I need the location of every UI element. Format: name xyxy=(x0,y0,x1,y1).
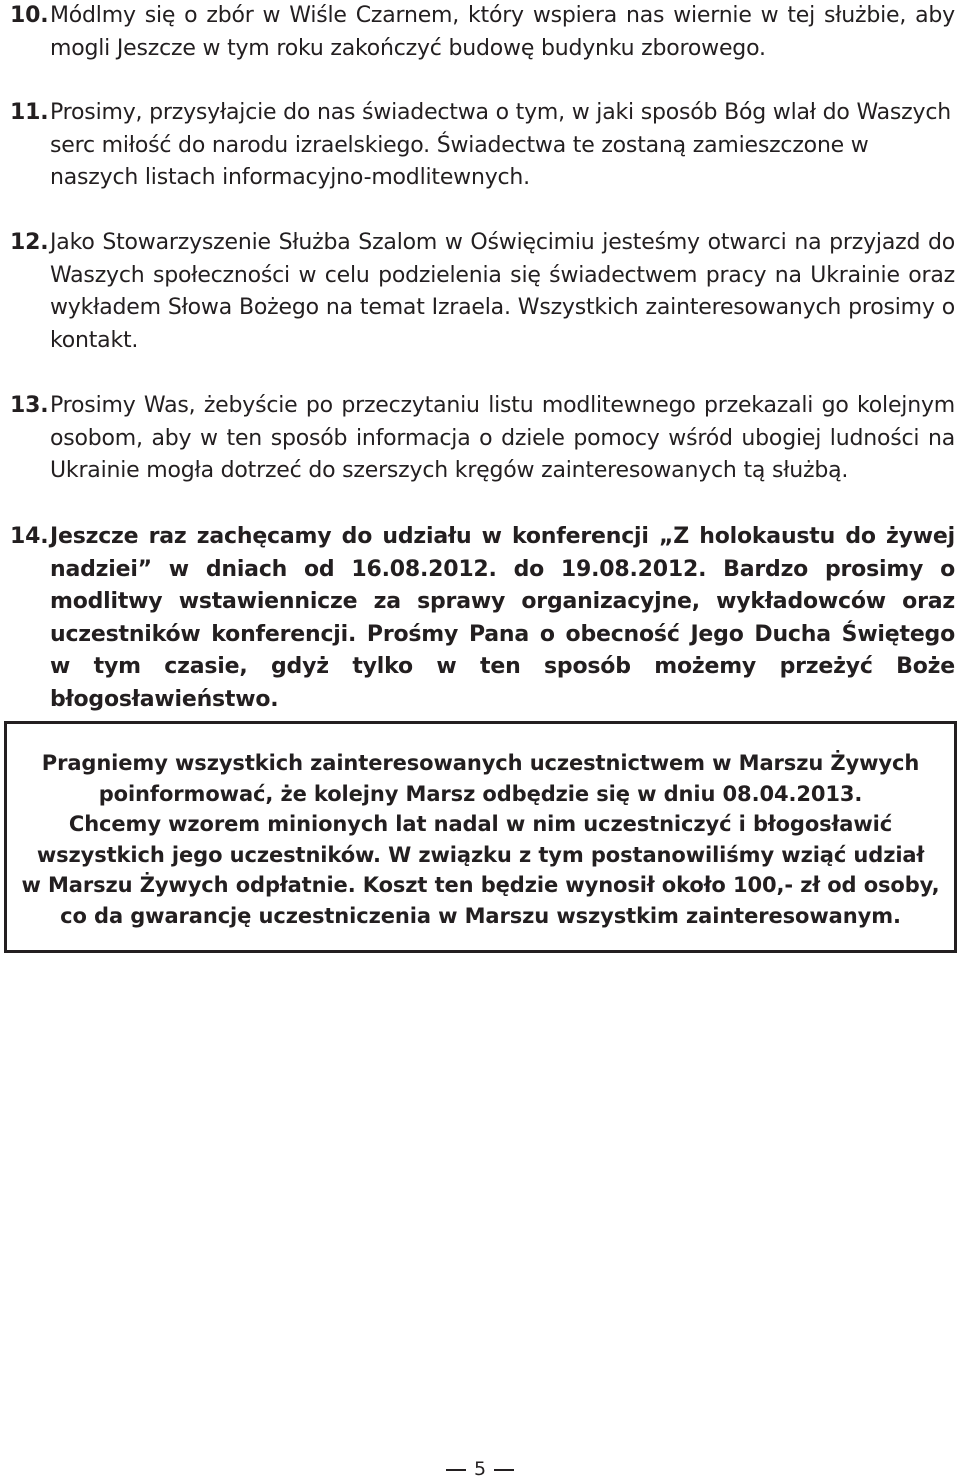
item-text: Jako Stowarzyszenie Służba Szalom w Oświęcimiu jesteśmy otwarci na przyjazd do Waszych społeczności w celu podzielenia się świadectwem pracy na Ukrainie oraz wykładem Słowa Bożego na temat Izraela. Wszystkich zainteresowanych prosimy o kontakt. xyxy=(50,230,955,353)
footer-dash-left xyxy=(446,1469,466,1471)
item-text: Jeszcze raz zachęcamy do udziału w konferencji „Z holokaustu do żywej nadziei” w dniach od 16.08.2012. do 19.08.2012. Bardzo prosimy o modlitwy wstawiennicze za sprawy organizacyjne, wykładowców oraz uczestników konferencji. Prośmy Pana o obecność Jego Ducha Świętego w tym czasie, gdyż tylko w ten sposób możemy przeżyć Boże błogosławieństwo. xyxy=(50,524,955,712)
list-item-11 xyxy=(10,97,955,195)
item-text: Módlmy się o zbór w Wiśle Czarnem, który wspiera nas wiernie w tej służbie, aby mogli Jeszcze w tym roku zakończyć budowę budynku zborowego. xyxy=(50,3,955,61)
notice-line: co da gwarancję uczestniczenia w Marszu wszystkim zainteresowanym. xyxy=(60,903,901,928)
item-number: 14. xyxy=(10,524,49,549)
list-item-14 xyxy=(10,521,955,716)
notice-line: Chcemy wzorem minionych lat nadal w nim uczestniczyć i błogosławić xyxy=(68,812,893,836)
page-footer xyxy=(0,1458,960,1480)
page-number: 5 xyxy=(473,1458,487,1480)
notice-box xyxy=(4,721,957,953)
item-number: 11. xyxy=(10,100,49,125)
list-item-12 xyxy=(10,227,955,357)
item-number: 10. xyxy=(10,3,49,28)
item-number: 13. xyxy=(10,393,49,418)
item-text: Prosimy, przysyłajcie do nas świadectwa o tym, w jaki sposób Bóg wlał do Waszych serc miłość do narodu izraelskiego. Świadectwa te zostaną zamieszczone w naszych listach informacyjno-modlitewnych. xyxy=(50,100,951,190)
notice-text xyxy=(7,748,954,931)
notice-line: wszystkich jego uczestników. W związku z tym postanowiliśmy wziąć udział xyxy=(36,842,925,867)
notice-line: poinformować, że kolejny Marsz odbędzie się w dniu 08.04.2013. xyxy=(98,781,863,806)
list-item-10 xyxy=(10,0,955,65)
footer-dash-right xyxy=(494,1469,514,1471)
list-item-13 xyxy=(10,390,955,488)
item-number: 12. xyxy=(10,230,49,255)
notice-line: Pragniemy wszystkich zainteresowanych uczestnictwem w Marszu Żywych xyxy=(41,751,920,775)
item-text: Prosimy Was, żebyście po przeczytaniu listu modlitewnego przekazali go kolejnym osobom, aby w ten sposób informacja o dziele pomocy wśród ubogiej ludności na Ukrainie mogła dotrzeć do szerszych kręgów zainteresowanych tą służbą. xyxy=(50,393,955,483)
notice-line: w Marszu Żywych odpłatnie. Koszt ten będzie wynosił około 100,- zł od osoby, xyxy=(21,873,940,897)
